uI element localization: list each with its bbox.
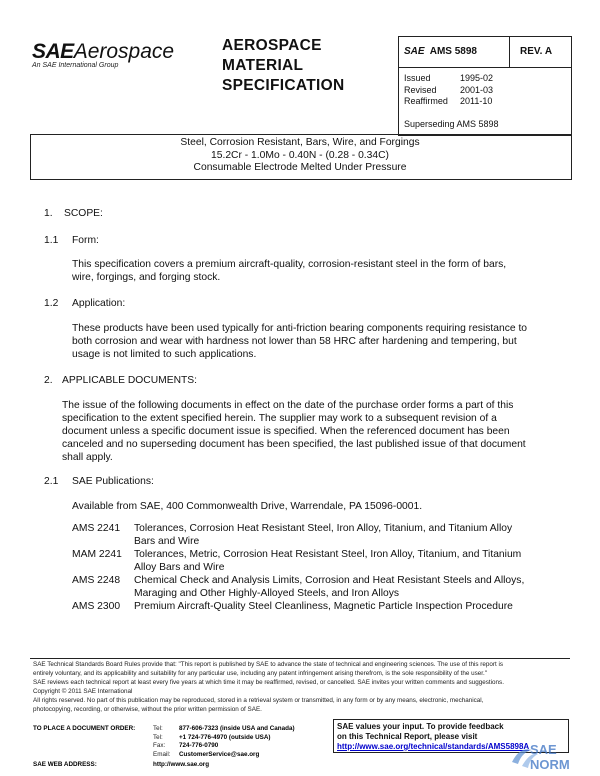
- contact-label: Tel:: [153, 725, 163, 732]
- reference-list: [72, 522, 552, 613]
- feedback-text: SAE values your input. To provide feedback: [337, 722, 504, 731]
- reference-item: MAM 2241 Tolerances, Metric, Corrosion Heat Resistant Steel, Iron Alloy, Titanium, and Titanium Alloy Bars and Wire: [72, 549, 522, 573]
- contact-label: Tel:: [153, 733, 163, 741]
- footer-rules-text: entirely voluntary, and its applicability and suitability for any particular use, including any patent infringement arising therefrom, is the sole responsibility of the user.": [33, 669, 487, 677]
- web-address-link[interactable]: http://www.sae.org: [153, 761, 210, 769]
- section-2-1-heading: 2.1 SAE Publications:: [44, 476, 154, 487]
- section-2-text: The issue of the following documents in effect on the date of the purchase order forms a part of this specification to the extent specified herein. The supplier may work to a subsequent revision of a document unless a specific document issue is specified. When the referenced document has been canceled and no superseding document has been specified, the last published issue of that document shall apply.: [62, 400, 526, 463]
- sae-aerospace-logo: [32, 40, 202, 69]
- footer-rules-text: SAE Technical Standards Board Rules provide that: "This report is published by SAE to advance the state of technical and engineering sciences. The use of this report is: [33, 661, 503, 668]
- document-number: [404, 46, 477, 57]
- watermark-text: SAE NORM: [530, 742, 570, 772]
- logo-sae-text: SAE: [32, 40, 74, 63]
- footer-copyright: Copyright © 2011 SAE International: [33, 687, 133, 695]
- logo-group-text: An SAE International Group: [32, 62, 119, 69]
- contact-label: Fax:: [153, 742, 166, 750]
- date-row: Issued 1995-02: [404, 73, 494, 83]
- footer-review-text: SAE reviews each technical report at least every five years at which time it may be reaffirmed, revised, or cancelled. SAE invites your written comments and suggestions.: [33, 679, 504, 687]
- subject-line: 15.2Cr - 1.0Mo - 0.40N - (0.28 - 0.34C): [211, 149, 389, 161]
- subject-title: [30, 137, 570, 175]
- contact-value: 724-776-0790: [179, 742, 219, 750]
- section-1-2-heading: 1.2 Application:: [44, 298, 126, 309]
- box-divider-horizontal: [398, 67, 571, 68]
- section-2-heading: 2. APPLICABLE DOCUMENTS:: [44, 375, 198, 386]
- date-row: Revised 2001-03: [404, 84, 494, 95]
- footer-legal: [33, 661, 573, 715]
- section-1-heading: 1. SCOPE:: [44, 208, 103, 219]
- reference-item: AMS 2241 Tolerances, Corrosion Heat Resistant Steel, Iron Alloy, Titanium, and Titanium Alloy Bars and Wire: [72, 523, 513, 547]
- contact-value: +1 724-776-4970 (outside USA): [179, 733, 271, 741]
- subject-line: Steel, Corrosion Resistant, Bars, Wire, and Forgings: [180, 137, 420, 148]
- date-row: Reaffirmed 2011-10: [404, 96, 493, 106]
- footer-rights-text: photocopying, recording, or otherwise, without the prior written permission of SAE.: [33, 705, 262, 713]
- feedback-link[interactable]: http://www.sae.org/technical/standards/AMS5898A: [337, 742, 530, 751]
- contact-label: Email:: [153, 750, 171, 758]
- web-label: SAE WEB ADDRESS:: [33, 761, 97, 769]
- title-line-3: SPECIFICATION: [222, 77, 345, 94]
- footer-divider: [30, 658, 570, 659]
- contact-value: 877-606-7323 (inside USA and Canada): [179, 725, 295, 732]
- reference-item: AMS 2248 Chemical Check and Analysis Limits, Corrosion and Heat Resistant Steels and Alloys, Maraging and Other Highly-Alloyed Steels, and Iron Alloys: [72, 575, 525, 599]
- revision-label: REV. A: [520, 46, 553, 57]
- order-contacts: [33, 725, 333, 770]
- sae-availability-note: Available from SAE, 400 Commonwealth Drive, Warrendale, PA 15096-0001.: [72, 501, 423, 512]
- date-table: [404, 73, 493, 108]
- watermark-logo: [510, 740, 600, 770]
- feedback-text: on this Technical Report, please visit: [337, 732, 478, 741]
- superseding-note: Superseding AMS 5898: [404, 119, 499, 129]
- box-divider-vertical: [509, 36, 510, 67]
- section-1-1-heading: 1.1 Form:: [44, 235, 99, 246]
- footer-rights-text: All rights reserved. No part of this publication may be reproduced, stored in a retrieval system or transmitted, in any form or by any means, electronic, mechanical,: [33, 697, 484, 705]
- document-type-title: [222, 36, 344, 96]
- section-1-2-text: These products have been used typically for anti-friction bearing components requiring resistance to both corrosion and wear with hardness not lower than 58 HRC after hardening and tempering, but usage is not limited to such applications.: [72, 323, 528, 360]
- contact-value: CustomerService@sae.org: [179, 750, 260, 758]
- doc-sae-mark: SAE: [404, 46, 425, 57]
- doc-number-text: AMS 5898: [429, 46, 477, 57]
- title-line-2: MATERIAL: [222, 57, 304, 74]
- subject-line: Consumable Electrode Melted Under Pressure: [193, 162, 407, 173]
- logo-aerospace-text: Aerospace: [73, 40, 175, 63]
- reference-item: AMS 2300 Premium Aircraft-Quality Steel Cleanliness, Magnetic Particle Inspection Procedure: [72, 601, 513, 612]
- section-1-1-text: This specification covers a premium aircraft-quality, corrosion-resistant steel in the form of bars, wire, forgings, and forging stock.: [72, 259, 507, 283]
- order-label: TO PLACE A DOCUMENT ORDER:: [33, 725, 136, 732]
- title-line-1: AEROSPACE: [222, 37, 322, 54]
